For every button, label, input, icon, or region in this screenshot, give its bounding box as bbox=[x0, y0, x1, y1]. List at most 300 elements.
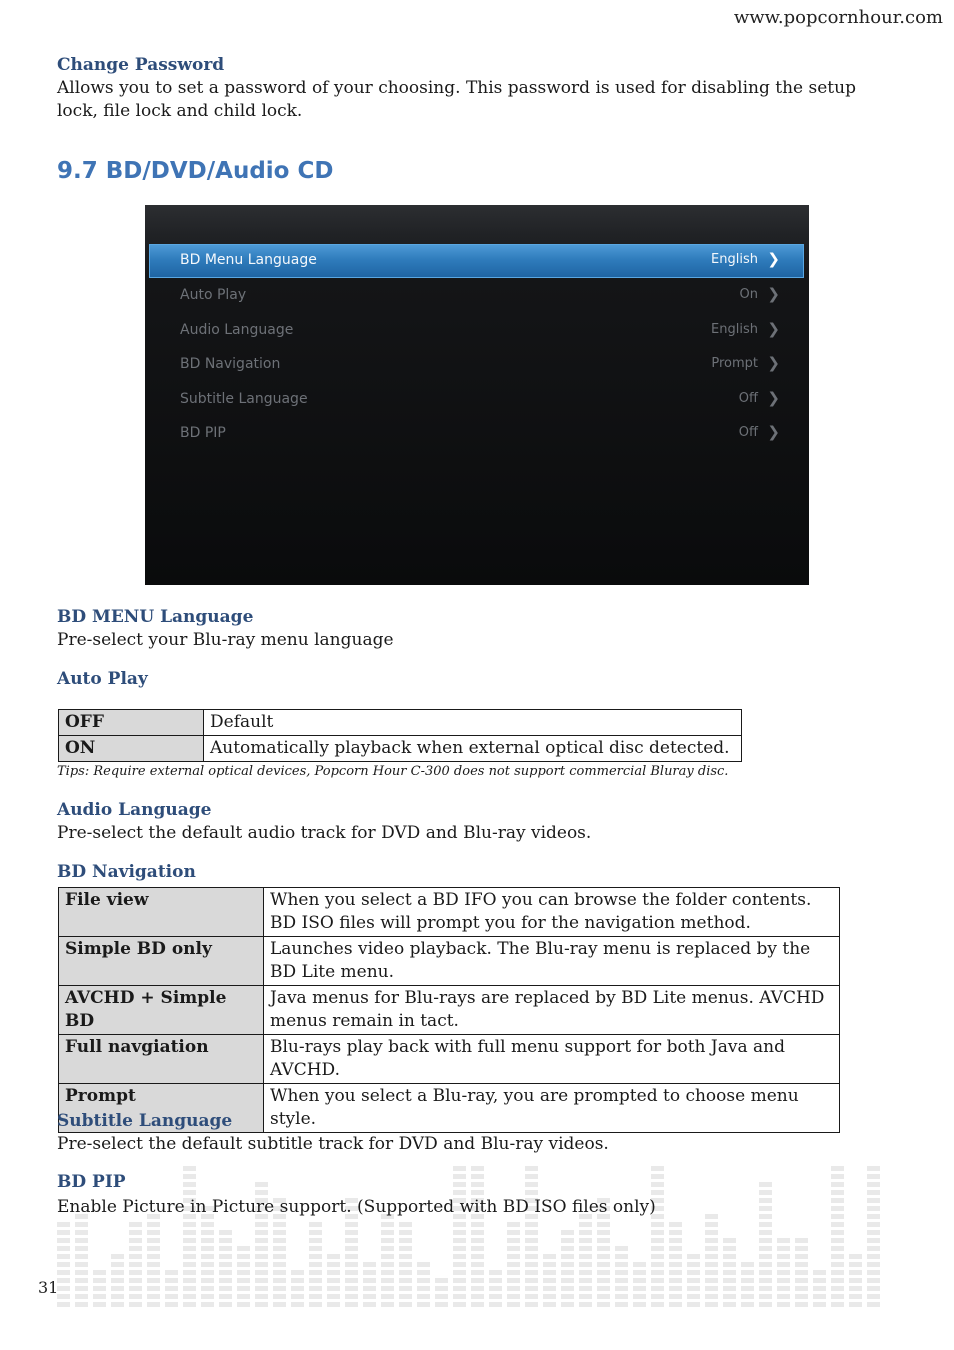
equalizer-segment bbox=[363, 1270, 376, 1275]
equalizer-segment bbox=[399, 1246, 412, 1251]
equalizer-segment bbox=[255, 1238, 268, 1243]
equalizer-segment bbox=[525, 1294, 538, 1299]
equalizer-segment bbox=[75, 1230, 88, 1235]
equalizer-segment bbox=[219, 1286, 232, 1291]
equalizer-segment bbox=[759, 1278, 772, 1283]
equalizer-segment bbox=[219, 1238, 232, 1243]
equalizer-segment bbox=[165, 1302, 178, 1307]
equalizer-segment bbox=[615, 1278, 628, 1283]
equalizer-segment bbox=[327, 1254, 340, 1259]
equalizer-segment bbox=[867, 1238, 880, 1243]
equalizer-segment bbox=[237, 1294, 250, 1299]
equalizer-segment bbox=[831, 1286, 844, 1291]
equalizer-segment bbox=[777, 1238, 790, 1243]
chevron-right-icon: ❯ bbox=[767, 389, 780, 407]
equalizer-segment bbox=[129, 1254, 142, 1259]
auto-play-heading: Auto Play bbox=[57, 669, 148, 689]
equalizer-segment bbox=[777, 1286, 790, 1291]
equalizer-segment bbox=[561, 1230, 574, 1235]
equalizer-segment bbox=[237, 1286, 250, 1291]
equalizer-segment bbox=[597, 1246, 610, 1251]
equalizer-segment bbox=[129, 1238, 142, 1243]
equalizer-segment bbox=[255, 1278, 268, 1283]
equalizer-segment bbox=[561, 1270, 574, 1275]
equalizer-segment bbox=[687, 1294, 700, 1299]
menu-row-value: English bbox=[711, 322, 758, 337]
equalizer-segment bbox=[759, 1294, 772, 1299]
equalizer-segment bbox=[489, 1278, 502, 1283]
bd-navigation-heading: BD Navigation bbox=[57, 862, 196, 882]
equalizer-segment bbox=[453, 1278, 466, 1283]
equalizer-segment bbox=[453, 1222, 466, 1227]
menu-row-audio-language[interactable] bbox=[149, 314, 804, 348]
equalizer-segment bbox=[399, 1286, 412, 1291]
equalizer-segment bbox=[651, 1246, 664, 1251]
equalizer-segment bbox=[507, 1238, 520, 1243]
equalizer-segment bbox=[561, 1294, 574, 1299]
equalizer-segment bbox=[561, 1286, 574, 1291]
equalizer-segment bbox=[597, 1238, 610, 1243]
equalizer-segment bbox=[435, 1278, 448, 1283]
equalizer-segment bbox=[273, 1294, 286, 1299]
equalizer-segment bbox=[705, 1246, 718, 1251]
equalizer-segment bbox=[741, 1270, 754, 1275]
equalizer-segment bbox=[309, 1238, 322, 1243]
equalizer-segment bbox=[93, 1294, 106, 1299]
equalizer-segment bbox=[651, 1182, 664, 1187]
menu-row-value: Prompt bbox=[711, 356, 758, 371]
equalizer-segment bbox=[237, 1302, 250, 1307]
equalizer-segment bbox=[201, 1254, 214, 1259]
equalizer-segment bbox=[381, 1294, 394, 1299]
equalizer-segment bbox=[327, 1302, 340, 1307]
equalizer-segment bbox=[129, 1302, 142, 1307]
equalizer-segment bbox=[777, 1246, 790, 1251]
equalizer-segment bbox=[687, 1286, 700, 1291]
equalizer-segment bbox=[759, 1286, 772, 1291]
equalizer-segment bbox=[417, 1262, 430, 1267]
equalizer-segment bbox=[363, 1278, 376, 1283]
equalizer-watermark bbox=[57, 1162, 897, 1310]
table-desc-cell: Launches video playback. The Blu-ray menu is replaced by the BD Lite menu. bbox=[264, 937, 840, 986]
equalizer-segment bbox=[345, 1270, 358, 1275]
equalizer-segment bbox=[705, 1238, 718, 1243]
equalizer-segment bbox=[309, 1262, 322, 1267]
equalizer-segment bbox=[201, 1262, 214, 1267]
equalizer-segment bbox=[777, 1294, 790, 1299]
equalizer-segment bbox=[381, 1230, 394, 1235]
equalizer-segment bbox=[579, 1302, 592, 1307]
equalizer-segment bbox=[687, 1254, 700, 1259]
equalizer-segment bbox=[129, 1230, 142, 1235]
equalizer-segment bbox=[687, 1262, 700, 1267]
equalizer-segment bbox=[381, 1238, 394, 1243]
equalizer-segment bbox=[381, 1254, 394, 1259]
equalizer-segment bbox=[273, 1238, 286, 1243]
equalizer-segment bbox=[525, 1222, 538, 1227]
equalizer-segment bbox=[507, 1222, 520, 1227]
equalizer-segment bbox=[201, 1270, 214, 1275]
equalizer-segment bbox=[831, 1270, 844, 1275]
equalizer-segment bbox=[831, 1278, 844, 1283]
equalizer-segment bbox=[579, 1230, 592, 1235]
equalizer-segment bbox=[273, 1286, 286, 1291]
equalizer-segment bbox=[255, 1262, 268, 1267]
equalizer-segment bbox=[615, 1246, 628, 1251]
menu-row-bd-menu-language[interactable] bbox=[149, 244, 804, 278]
equalizer-segment bbox=[147, 1222, 160, 1227]
equalizer-segment bbox=[543, 1278, 556, 1283]
equalizer-segment bbox=[471, 1222, 484, 1227]
equalizer-segment bbox=[741, 1302, 754, 1307]
equalizer-segment bbox=[831, 1230, 844, 1235]
equalizer-segment bbox=[651, 1278, 664, 1283]
equalizer-segment bbox=[165, 1278, 178, 1283]
equalizer-segment bbox=[129, 1278, 142, 1283]
equalizer-segment bbox=[615, 1302, 628, 1307]
equalizer-segment bbox=[525, 1254, 538, 1259]
menu-row-subtitle-language[interactable] bbox=[149, 383, 804, 417]
equalizer-segment bbox=[291, 1294, 304, 1299]
equalizer-segment bbox=[525, 1246, 538, 1251]
equalizer-segment bbox=[471, 1182, 484, 1187]
equalizer-segment bbox=[183, 1278, 196, 1283]
equalizer-segment bbox=[759, 1238, 772, 1243]
equalizer-segment bbox=[183, 1254, 196, 1259]
equalizer-segment bbox=[309, 1270, 322, 1275]
equalizer-segment bbox=[651, 1166, 664, 1171]
equalizer-segment bbox=[381, 1262, 394, 1267]
equalizer-segment bbox=[579, 1294, 592, 1299]
equalizer-segment bbox=[849, 1262, 862, 1267]
table-key-cell: ON bbox=[59, 736, 204, 762]
equalizer-segment bbox=[345, 1302, 358, 1307]
bd-pip-heading: BD PIP bbox=[57, 1172, 126, 1192]
chevron-right-icon: ❯ bbox=[767, 320, 780, 338]
equalizer-segment bbox=[561, 1238, 574, 1243]
equalizer-segment bbox=[309, 1222, 322, 1227]
equalizer-segment bbox=[399, 1238, 412, 1243]
equalizer-segment bbox=[57, 1278, 70, 1283]
bd-settings-menu-screenshot bbox=[145, 205, 809, 585]
menu-row-value: Off bbox=[738, 425, 758, 440]
equalizer-segment bbox=[471, 1238, 484, 1243]
equalizer-segment bbox=[57, 1302, 70, 1307]
equalizer-segment bbox=[57, 1262, 70, 1267]
equalizer-segment bbox=[255, 1182, 268, 1187]
equalizer-segment bbox=[75, 1302, 88, 1307]
table-row bbox=[59, 986, 840, 1035]
equalizer-segment bbox=[795, 1238, 808, 1243]
menu-row-label: BD PIP bbox=[180, 425, 226, 441]
equalizer-segment bbox=[201, 1238, 214, 1243]
equalizer-segment bbox=[273, 1278, 286, 1283]
equalizer-segment bbox=[111, 1286, 124, 1291]
bd-menu-language-text: Pre-select your Blu-ray menu language bbox=[57, 630, 394, 650]
equalizer-segment bbox=[777, 1254, 790, 1259]
equalizer-segment bbox=[669, 1286, 682, 1291]
equalizer-segment bbox=[237, 1254, 250, 1259]
menu-row-auto-play[interactable] bbox=[149, 279, 804, 313]
equalizer-segment bbox=[849, 1302, 862, 1307]
equalizer-segment bbox=[561, 1262, 574, 1267]
equalizer-segment bbox=[795, 1262, 808, 1267]
equalizer-segment bbox=[453, 1254, 466, 1259]
equalizer-segment bbox=[399, 1294, 412, 1299]
equalizer-segment bbox=[543, 1302, 556, 1307]
equalizer-segment bbox=[273, 1254, 286, 1259]
equalizer-segment bbox=[417, 1302, 430, 1307]
equalizer-segment bbox=[597, 1278, 610, 1283]
equalizer-segment bbox=[201, 1222, 214, 1227]
equalizer-segment bbox=[273, 1222, 286, 1227]
equalizer-segment bbox=[93, 1270, 106, 1275]
auto-play-tip: Tips: Require external optical devices, Popcorn Hour C-300 does not support commercial Bluray disc. bbox=[57, 764, 729, 779]
equalizer-segment bbox=[867, 1302, 880, 1307]
equalizer-segment bbox=[183, 1238, 196, 1243]
table-key-cell: Full navgiation bbox=[59, 1035, 264, 1084]
equalizer-segment bbox=[291, 1270, 304, 1275]
equalizer-segment bbox=[669, 1254, 682, 1259]
equalizer-segment bbox=[795, 1254, 808, 1259]
equalizer-segment bbox=[507, 1230, 520, 1235]
equalizer-segment bbox=[651, 1222, 664, 1227]
menu-row-bd-pip[interactable] bbox=[149, 417, 804, 451]
equalizer-segment bbox=[831, 1262, 844, 1267]
equalizer-segment bbox=[777, 1262, 790, 1267]
equalizer-segment bbox=[543, 1262, 556, 1267]
equalizer-segment bbox=[93, 1286, 106, 1291]
equalizer-segment bbox=[489, 1286, 502, 1291]
equalizer-segment bbox=[165, 1286, 178, 1291]
equalizer-segment bbox=[237, 1262, 250, 1267]
equalizer-segment bbox=[867, 1190, 880, 1195]
equalizer-segment bbox=[867, 1262, 880, 1267]
equalizer-segment bbox=[435, 1294, 448, 1299]
equalizer-segment bbox=[831, 1174, 844, 1179]
equalizer-segment bbox=[453, 1166, 466, 1171]
equalizer-segment bbox=[831, 1222, 844, 1227]
equalizer-segment bbox=[795, 1302, 808, 1307]
equalizer-segment bbox=[723, 1262, 736, 1267]
equalizer-segment bbox=[57, 1238, 70, 1243]
equalizer-segment bbox=[453, 1182, 466, 1187]
equalizer-segment bbox=[723, 1246, 736, 1251]
equalizer-segment bbox=[237, 1278, 250, 1283]
equalizer-segment bbox=[75, 1270, 88, 1275]
menu-row-label: Auto Play bbox=[180, 287, 247, 303]
equalizer-segment bbox=[165, 1294, 178, 1299]
equalizer-segment bbox=[813, 1302, 826, 1307]
equalizer-segment bbox=[75, 1254, 88, 1259]
equalizer-segment bbox=[327, 1270, 340, 1275]
equalizer-segment bbox=[93, 1278, 106, 1283]
equalizer-segment bbox=[345, 1238, 358, 1243]
equalizer-segment bbox=[705, 1262, 718, 1267]
equalizer-segment bbox=[741, 1286, 754, 1291]
equalizer-segment bbox=[111, 1294, 124, 1299]
equalizer-segment bbox=[75, 1262, 88, 1267]
equalizer-segment bbox=[345, 1222, 358, 1227]
equalizer-segment bbox=[471, 1302, 484, 1307]
equalizer-segment bbox=[525, 1270, 538, 1275]
equalizer-segment bbox=[471, 1190, 484, 1195]
equalizer-segment bbox=[705, 1230, 718, 1235]
section-title: 9.7 BD/DVD/Audio CD bbox=[57, 158, 334, 184]
equalizer-segment bbox=[147, 1246, 160, 1251]
equalizer-segment bbox=[183, 1302, 196, 1307]
equalizer-segment bbox=[507, 1246, 520, 1251]
equalizer-segment bbox=[147, 1254, 160, 1259]
equalizer-segment bbox=[471, 1166, 484, 1171]
equalizer-segment bbox=[471, 1270, 484, 1275]
equalizer-segment bbox=[219, 1254, 232, 1259]
table-desc-cell: Java menus for Blu-rays are replaced by BD Lite menus. AVCHD menus remain in tact. bbox=[264, 986, 840, 1035]
equalizer-segment bbox=[363, 1262, 376, 1267]
table-key-cell: OFF bbox=[59, 710, 204, 736]
equalizer-segment bbox=[867, 1230, 880, 1235]
equalizer-segment bbox=[183, 1182, 196, 1187]
equalizer-segment bbox=[687, 1278, 700, 1283]
equalizer-segment bbox=[183, 1294, 196, 1299]
equalizer-segment bbox=[345, 1254, 358, 1259]
equalizer-segment bbox=[849, 1294, 862, 1299]
equalizer-segment bbox=[723, 1278, 736, 1283]
equalizer-segment bbox=[399, 1262, 412, 1267]
equalizer-segment bbox=[471, 1278, 484, 1283]
equalizer-segment bbox=[273, 1230, 286, 1235]
equalizer-segment bbox=[705, 1286, 718, 1291]
equalizer-segment bbox=[327, 1278, 340, 1283]
equalizer-segment bbox=[57, 1286, 70, 1291]
equalizer-segment bbox=[183, 1174, 196, 1179]
equalizer-segment bbox=[507, 1278, 520, 1283]
equalizer-segment bbox=[867, 1222, 880, 1227]
equalizer-segment bbox=[579, 1246, 592, 1251]
equalizer-segment bbox=[597, 1262, 610, 1267]
equalizer-segment bbox=[453, 1286, 466, 1291]
equalizer-segment bbox=[201, 1246, 214, 1251]
change-password-heading: Change Password bbox=[57, 55, 225, 75]
equalizer-segment bbox=[255, 1230, 268, 1235]
equalizer-segment bbox=[453, 1238, 466, 1243]
equalizer-segment bbox=[219, 1246, 232, 1251]
equalizer-segment bbox=[57, 1246, 70, 1251]
equalizer-segment bbox=[219, 1262, 232, 1267]
equalizer-segment bbox=[849, 1270, 862, 1275]
chevron-right-icon: ❯ bbox=[767, 250, 780, 268]
equalizer-segment bbox=[345, 1230, 358, 1235]
equalizer-segment bbox=[651, 1174, 664, 1179]
equalizer-segment bbox=[633, 1262, 646, 1267]
equalizer-segment bbox=[831, 1294, 844, 1299]
equalizer-segment bbox=[669, 1238, 682, 1243]
equalizer-segment bbox=[543, 1294, 556, 1299]
table-row bbox=[59, 937, 840, 986]
equalizer-segment bbox=[183, 1190, 196, 1195]
equalizer-segment bbox=[615, 1286, 628, 1291]
equalizer-segment bbox=[309, 1302, 322, 1307]
site-url: www.popcornhour.com bbox=[733, 7, 943, 28]
equalizer-segment bbox=[507, 1254, 520, 1259]
equalizer-segment bbox=[579, 1286, 592, 1291]
equalizer-segment bbox=[453, 1190, 466, 1195]
equalizer-segment bbox=[867, 1166, 880, 1171]
equalizer-segment bbox=[777, 1278, 790, 1283]
change-password-text: Allows you to set a password of your choosing. This password is used for disabling the setup lock, file lock and child lock. bbox=[57, 78, 856, 121]
equalizer-segment bbox=[705, 1278, 718, 1283]
equalizer-segment bbox=[759, 1246, 772, 1251]
equalizer-segment bbox=[561, 1246, 574, 1251]
equalizer-segment bbox=[363, 1302, 376, 1307]
equalizer-segment bbox=[759, 1190, 772, 1195]
equalizer-segment bbox=[615, 1294, 628, 1299]
equalizer-segment bbox=[795, 1294, 808, 1299]
equalizer-segment bbox=[201, 1286, 214, 1291]
table-row bbox=[59, 888, 840, 937]
equalizer-segment bbox=[867, 1182, 880, 1187]
equalizer-segment bbox=[309, 1254, 322, 1259]
equalizer-segment bbox=[255, 1190, 268, 1195]
equalizer-segment bbox=[597, 1254, 610, 1259]
equalizer-segment bbox=[129, 1270, 142, 1275]
equalizer-segment bbox=[615, 1262, 628, 1267]
table-desc-cell: Default bbox=[204, 710, 742, 736]
equalizer-segment bbox=[579, 1278, 592, 1283]
equalizer-segment bbox=[795, 1246, 808, 1251]
equalizer-segment bbox=[165, 1270, 178, 1275]
equalizer-segment bbox=[327, 1262, 340, 1267]
table-desc-cell: When you select a Blu-ray, you are prompted to choose menu style. bbox=[264, 1084, 840, 1133]
equalizer-segment bbox=[705, 1222, 718, 1227]
equalizer-segment bbox=[687, 1302, 700, 1307]
menu-row-bd-navigation[interactable] bbox=[149, 348, 804, 382]
equalizer-segment bbox=[255, 1294, 268, 1299]
equalizer-segment bbox=[345, 1294, 358, 1299]
equalizer-segment bbox=[471, 1286, 484, 1291]
equalizer-segment bbox=[417, 1294, 430, 1299]
equalizer-segment bbox=[633, 1278, 646, 1283]
equalizer-segment bbox=[525, 1174, 538, 1179]
equalizer-segment bbox=[579, 1270, 592, 1275]
equalizer-segment bbox=[75, 1286, 88, 1291]
equalizer-segment bbox=[651, 1270, 664, 1275]
equalizer-segment bbox=[741, 1294, 754, 1299]
equalizer-segment bbox=[831, 1190, 844, 1195]
equalizer-segment bbox=[183, 1230, 196, 1235]
equalizer-segment bbox=[453, 1302, 466, 1307]
equalizer-segment bbox=[507, 1294, 520, 1299]
equalizer-segment bbox=[723, 1286, 736, 1291]
equalizer-segment bbox=[759, 1222, 772, 1227]
equalizer-segment bbox=[759, 1302, 772, 1307]
equalizer-segment bbox=[129, 1246, 142, 1251]
equalizer-segment bbox=[543, 1254, 556, 1259]
equalizer-segment bbox=[255, 1302, 268, 1307]
equalizer-segment bbox=[651, 1230, 664, 1235]
equalizer-segment bbox=[111, 1270, 124, 1275]
equalizer-segment bbox=[669, 1294, 682, 1299]
equalizer-segment bbox=[129, 1294, 142, 1299]
equalizer-segment bbox=[651, 1238, 664, 1243]
equalizer-segment bbox=[147, 1238, 160, 1243]
equalizer-segment bbox=[633, 1286, 646, 1291]
equalizer-segment bbox=[93, 1302, 106, 1307]
equalizer-segment bbox=[831, 1254, 844, 1259]
equalizer-segment bbox=[399, 1278, 412, 1283]
equalizer-segment bbox=[75, 1222, 88, 1227]
equalizer-segment bbox=[201, 1278, 214, 1283]
